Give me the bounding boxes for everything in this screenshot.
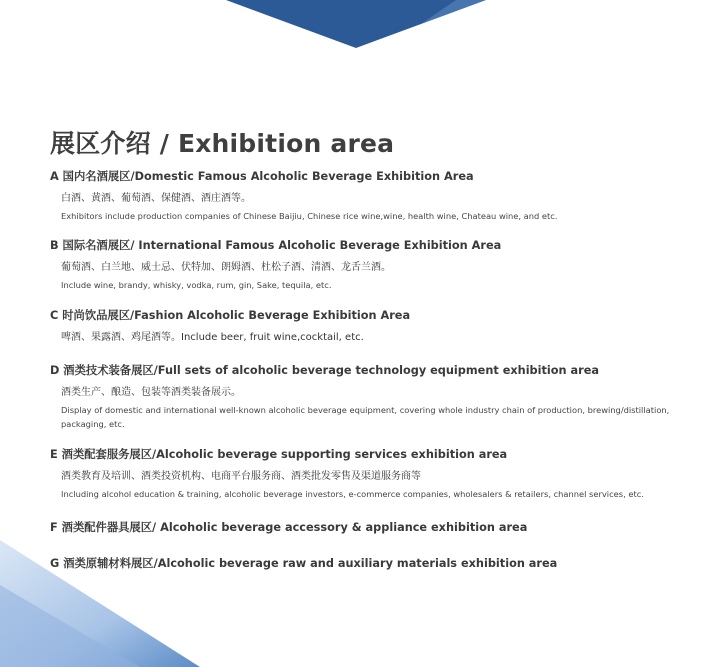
section-e-english-text: Including alcohol education & training, alcoholic beverage investors, e-commerce companies, wholesalers & retailers, channel services, etc. — [61, 489, 644, 499]
section-f-heading: F 酒类配件器具展区/ Alcoholic beverage accessory & appliance exhibition area — [50, 521, 528, 534]
section-a-english-text: Exhibitors include production companies of Chinese Baijiu, Chinese rice wine,wine, health wine, Chateau wine, and etc. — [61, 211, 558, 221]
section-a-chinese-text: 白酒、黄酒、葡萄酒、保健酒、酒庄酒等。 — [61, 193, 251, 204]
section-f — [50, 519, 527, 535]
section-b-heading: B 国际名酒展区/ International Famous Alcoholic Beverage Exhibition Area — [50, 239, 502, 252]
section-d — [50, 362, 671, 431]
section-d-chinese-text: 酒类生产、酿造、包装等酒类装备展示。 — [61, 387, 241, 398]
section-b-english-text: Include wine, brandy, whisky, vodka, rum, gin, Sake, tequila, etc. — [61, 280, 332, 290]
section-a — [50, 168, 671, 223]
section-b-chinese-text: 葡萄酒、白兰地、威士忌、伏特加、朗姆酒、杜松子酒、清酒、龙舌兰酒。 — [61, 262, 391, 273]
page-title: 展区介绍 / Exhibition area — [50, 129, 395, 158]
section-e-heading: E 酒类配套服务展区/Alcoholic beverage supporting services exhibition area — [50, 448, 508, 461]
section-c-heading: C 时尚饮品展区/Fashion Alcoholic Beverage Exhibition Area — [50, 309, 411, 322]
section-g-heading: G 酒类原辅材料展区/Alcoholic beverage raw and auxiliary materials exhibition area — [50, 557, 558, 570]
section-e-chinese-text: 酒类教育及培训、酒类投资机构、电商平台服务商、酒类批发零售及渠道服务商等 — [61, 471, 421, 482]
section-a-heading: A 国内名酒展区/Domestic Famous Alcoholic Beverage Exhibition Area — [50, 170, 474, 183]
section-c-text: 啤酒、果露酒、鸡尾酒等。Include beer, fruit wine,cocktail, etc. — [61, 332, 364, 343]
section-g — [50, 555, 557, 571]
section-d-english-text: Display of domestic and international well-known alcoholic beverage equipment, covering whole industry chain of production, brewing/distillation, packaging, etc. — [61, 405, 670, 429]
section-c — [50, 307, 410, 343]
section-e — [50, 446, 671, 501]
top-decorative-chevron — [226, 0, 486, 48]
section-b — [50, 237, 671, 292]
section-d-heading: D 酒类技术装备展区/Full sets of alcoholic beverage technology equipment exhibition area — [50, 364, 600, 377]
